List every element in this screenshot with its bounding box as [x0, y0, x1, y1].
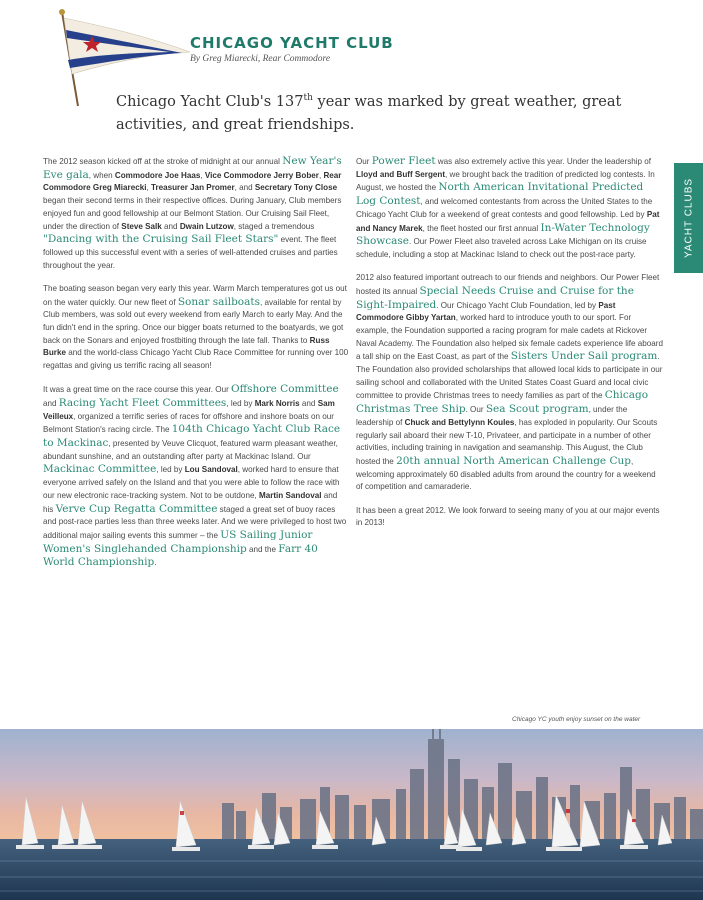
paragraph: Our Power Fleet was also extremely active this year. Under the leadership of Lloyd and Buff Sergent, we brought back the tradition of predicted log contests. In August, we hosted the North American Invitational Predicted Log Contest, and welcomed contestants from across the United States to the Chicago Yacht Club for a weekend of great contests and good fellowship. Led by Pat and Nancy Marek, the fleet hosted our first annual In-Water Technology Showcase. Our Power Fleet also traveled across Lake Michigan on its cruise schedule, including a stop at Mackinac Island to check out the post-race party.	[356, 155, 660, 259]
side-tab-label: YACHT CLUBS	[683, 177, 694, 259]
paragraph: It has been a great 2012. We look forward to seeing many of you at our major events in 2013!	[356, 505, 660, 528]
paragraph: 2012 also featured important outreach to our friends and neighbors. Our Power Fleet hosted its annual Special Needs Cruise and Cruise for the Sight-Impaired. Our Chicago Yacht Club Foundation, led by Past Commodore Gibby Yartan, worked hard to introduce youth to our sport. For example, the Foundation supported a racing program for male cadets at Rickover Naval Academy. The Foundation also helped six female cadets experience life aboard a tall ship on the East Coast, as part of the Sisters Under Sail program. The Foundation also provided scholarships that allowed local kids to participate in our sailing school and collaborated with the United States Coast Guard and local civic committee to provide Christmas trees to needy families as part of the Chicago Christmas Tree Ship. Our Sea Scout program, under the leadership of Chuck and Bettylynn Koules, has exploded in popularity. Our Scouts regularly sail aboard their new T-10, Privateer, and participate in a number of other activities, including training in navigation and seamanship. This August, the Club hosted the 20th annual North American Challenge Cup, welcoming approximately 60 disabled adults from around the country for a weekend of competition and camaraderie.	[356, 273, 663, 492]
section-side-tab	[674, 163, 703, 273]
paragraph: The 2012 season kicked off at the stroke of midnight at our annual New Year's Eve gala, when Commodore Joe Haas, Vice Commodore Jerry Bober, Rear Commodore Greg Miarecki, Treasurer Jan Promer, and Secretary Tony Close began their second terms in their respective offices. During January, Club members enjoyed fun and good fellowship at our Belmont Station. Our Cruising Sail Fleet, under the direction of Steve Salk and Dwain Lutzow, staged a tremendous "Dancing with the Cruising Sail Fleet Stars" event. The fleet followed up this successful event with a series of well-attended cruises and parties throughout the year.	[43, 155, 342, 270]
sunset-skyline-photo	[0, 729, 703, 900]
paragraph: It was a great time on the race course this year. Our Offshore Committee and Racing Yacht Fleet Committees, led by Mark Norris and Sam Veilleux, organized a terrific series of races for offshore and inshore boats on our Belmont Station's racing circle. The 104th Chicago Yacht Club Race to Mackinac, presented by Veuve Clicquot, featured warm pleasant weather, abundant sunshine, and an outstanding after party at Mackinac Island. Our Mackinac Committee, led by Lou Sandoval, worked hard to ensure that everyone arrived safely on the Island and that you were able to follow the race with our new electronic race-tracking system. Not to be outdone, Martin Sandoval and his Verve Cup Regatta Committee staged a great set of buoy races and post-race parties less than three weeks later. And we were privileged to host two additional major sailing events this summer – the US Sailing Junior Women's Singlehanded Championship and the Farr 40 World Championship.	[43, 383, 347, 569]
left-column	[43, 155, 349, 581]
photo-caption: Chicago YC youth enjoy sunset on the water	[512, 716, 641, 723]
club-title: CHICAGO YACHT CLUB	[190, 34, 394, 52]
byline: By Greg Miarecki, Rear Commodore	[190, 54, 331, 64]
paragraph: The boating season began very early this year. Warm March temperatures got us out on the water quickly. Our new fleet of Sonar sailboats, available for rental by Club members, was sold out every weekend from early March to early May. And the fun didn't end in the spring. Once our bigger boats returned to the boatyards, we got back on the Sonars and enjoyed frostbiting through the late fall. Thanks to Russ Burke and the world-class Chicago Yacht Club Race Committee for running over 100 regattas and giving us terrific racing all season!	[43, 283, 349, 371]
right-column	[356, 155, 664, 540]
intro-headline: Chicago Yacht Club's 137th year was marked by great weather, great activities, and great friendships.	[116, 93, 622, 133]
